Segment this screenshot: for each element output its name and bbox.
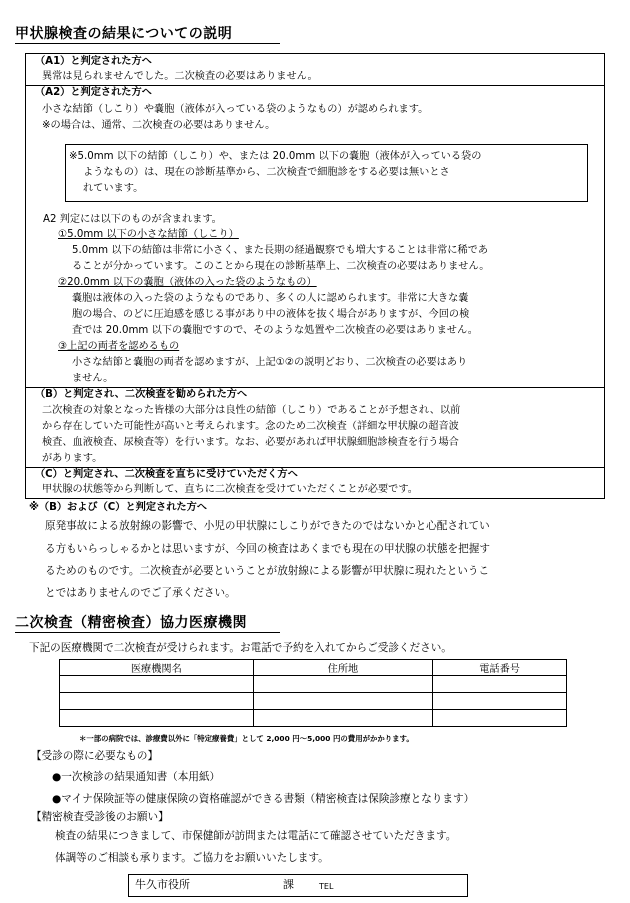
note-bc-line: るためのものです。二次検査が必要ということが放射線による影響が甲状腺に現れたというこ [45, 565, 490, 577]
table-header: 電話番号 [433, 660, 567, 676]
note-bc-line: る方もいらっしゃるかとは思いますが、今回の検査はあくまでも現在の甲状腺の状態を把握す [45, 543, 490, 555]
section-title-text: 二次検査（精密検査）協力医療機関 [15, 615, 247, 631]
b-line: があります。 [42, 453, 103, 464]
fee-note: ＊一部の病院では、診療費以外に「特定療養費」として 2,000 円～5,000 円の費用がかかります。 [79, 734, 414, 743]
a2-item-title: ②20.0mm 以下の嚢胞（液体の入った袋のようなもの） [58, 277, 317, 288]
page-title-text: 甲状腺検査の結果についての説明 [15, 26, 233, 42]
table-header-row [60, 660, 567, 676]
a2-item-line: ません。 [72, 373, 114, 384]
table-row [60, 710, 567, 727]
city-office-dept: 課 [283, 878, 294, 891]
table-cell [433, 676, 567, 693]
table-cell [60, 676, 254, 693]
b-heading: （B）と判定され、二次検査を勧められた方へ [35, 389, 248, 400]
a2-note-line: ようなもの）は、現在の診断基準から、二次検査で細胞診をする必要は無いとさ [83, 167, 450, 178]
c-heading: （C）と判定され、二次検査を直ちに受けていただく方へ [35, 469, 298, 480]
a2-heading: （A2）と判定された方へ [35, 87, 152, 98]
required-item: ●一次検診の結果通知書（本用紙） [52, 771, 221, 783]
a2-item-title: ①5.0mm 以下の小さな結節（しこり） [58, 229, 239, 240]
c-body: 甲状腺の状態等から判断して、直ちに二次検査を受けていただくことが必要です。 [42, 484, 418, 495]
note-bc-line: とではありませんのでご了承ください。 [45, 587, 236, 599]
b-line: 検査、血液検査、尿検査等）を行います。なお、必要があれば甲状腺細胞診検査を行う場合 [42, 437, 459, 448]
note-bc-heading: ※（B）および（C）と判定された方へ [29, 502, 207, 513]
a2-note-box [65, 144, 588, 202]
table-header: 医療機関名 [60, 660, 254, 676]
a2-line-1: 小さな結節（しこり）や嚢胞（液体が入っている袋のようなもの）が認められます。 [42, 104, 429, 115]
required-heading: 【受診の際に必要なもの】 [31, 750, 159, 762]
a2-item-title: ③上記の両者を認めるもの [58, 341, 180, 352]
city-office-tel: TEL [319, 882, 334, 891]
a2-note-line: れています。 [83, 183, 144, 194]
a1-heading: （A1）と判定された方へ [35, 56, 152, 67]
b-line: から存在していた可能性が高いと考えられます。念のため二次検査（詳細な甲状腺の超音波 [42, 421, 459, 432]
city-office-box [128, 874, 468, 897]
table-cell [253, 676, 433, 693]
page-title [15, 23, 280, 44]
table-cell [433, 693, 567, 710]
a1-body: 異常は見られませんでした。二次検査の必要はありません。 [42, 71, 318, 82]
table-row [60, 676, 567, 693]
medical-institution-table [59, 659, 567, 727]
city-office-name: 牛久市役所 [135, 878, 190, 891]
a2-line-2: ※の場合は、通常、二次検査の必要はありません。 [42, 120, 276, 131]
table-cell [253, 710, 433, 727]
table-cell [60, 693, 254, 710]
a2-item-line: 査では 20.0mm 以下の嚢胞ですので、そのような処置や二次検査の必要はありません。 [72, 325, 478, 336]
request-heading: 【精密検査受診後のお願い】 [31, 811, 169, 823]
a2-item-line: ることが分かっています。このことから現在の診断基準上、二次検査の必要はありません。 [72, 261, 490, 272]
a2-note-line: ※5.0mm 以下の結節（しこり）や、または 20.0mm 以下の嚢胞（液体が入っている袋の [69, 151, 482, 162]
a2-item-line: 5.0mm 以下の結節は非常に小さく、また長期の経過観察でも増大することは非常に稀であ [72, 245, 489, 256]
result-explanation-box [25, 53, 605, 499]
required-item: ●マイナ保険証等の健康保険の資格確認ができる書類（精密検査は保険診療となります） [52, 793, 475, 805]
a2-item-line: 胞の場合、のどに圧迫感を感じる事があり中の液体を抜く場合がありますが、今回の検 [72, 309, 470, 320]
b-line: 二次検査の対象となった皆様の大部分は良性の結節（しこり）であることが予想され、以前 [42, 405, 461, 416]
a2-item-line: 小さな結節と嚢胞の両者を認めますが、上記①②の説明どおり、二次検査の必要はあり [72, 357, 468, 368]
a2-item-line: 嚢胞は液体の入った袋のようなものであり、多くの人に認められます。非常に大きな嚢 [72, 293, 469, 304]
table-cell [433, 710, 567, 727]
table-header: 住所地 [253, 660, 433, 676]
table-cell [253, 693, 433, 710]
section-title [15, 612, 280, 633]
section2-intro: 下記の医療機関で二次検査が受けられます。お電話で予約を入れてからご受診ください。 [29, 642, 452, 654]
table-cell [60, 710, 254, 727]
request-line: 検査の結果につきまして、市保健師が訪問または電話にて確認させていただきます。 [55, 830, 457, 842]
table-row [60, 693, 567, 710]
request-line: 体調等のご相談も承ります。ご協力をお願いいたします。 [55, 852, 329, 864]
note-bc-line: 原発事故による放射線の影響で、小児の甲状腺にしこりができたのではないかと心配されてい [45, 520, 490, 532]
a2-includes: A2 判定には以下のものが含まれます。 [43, 214, 222, 225]
